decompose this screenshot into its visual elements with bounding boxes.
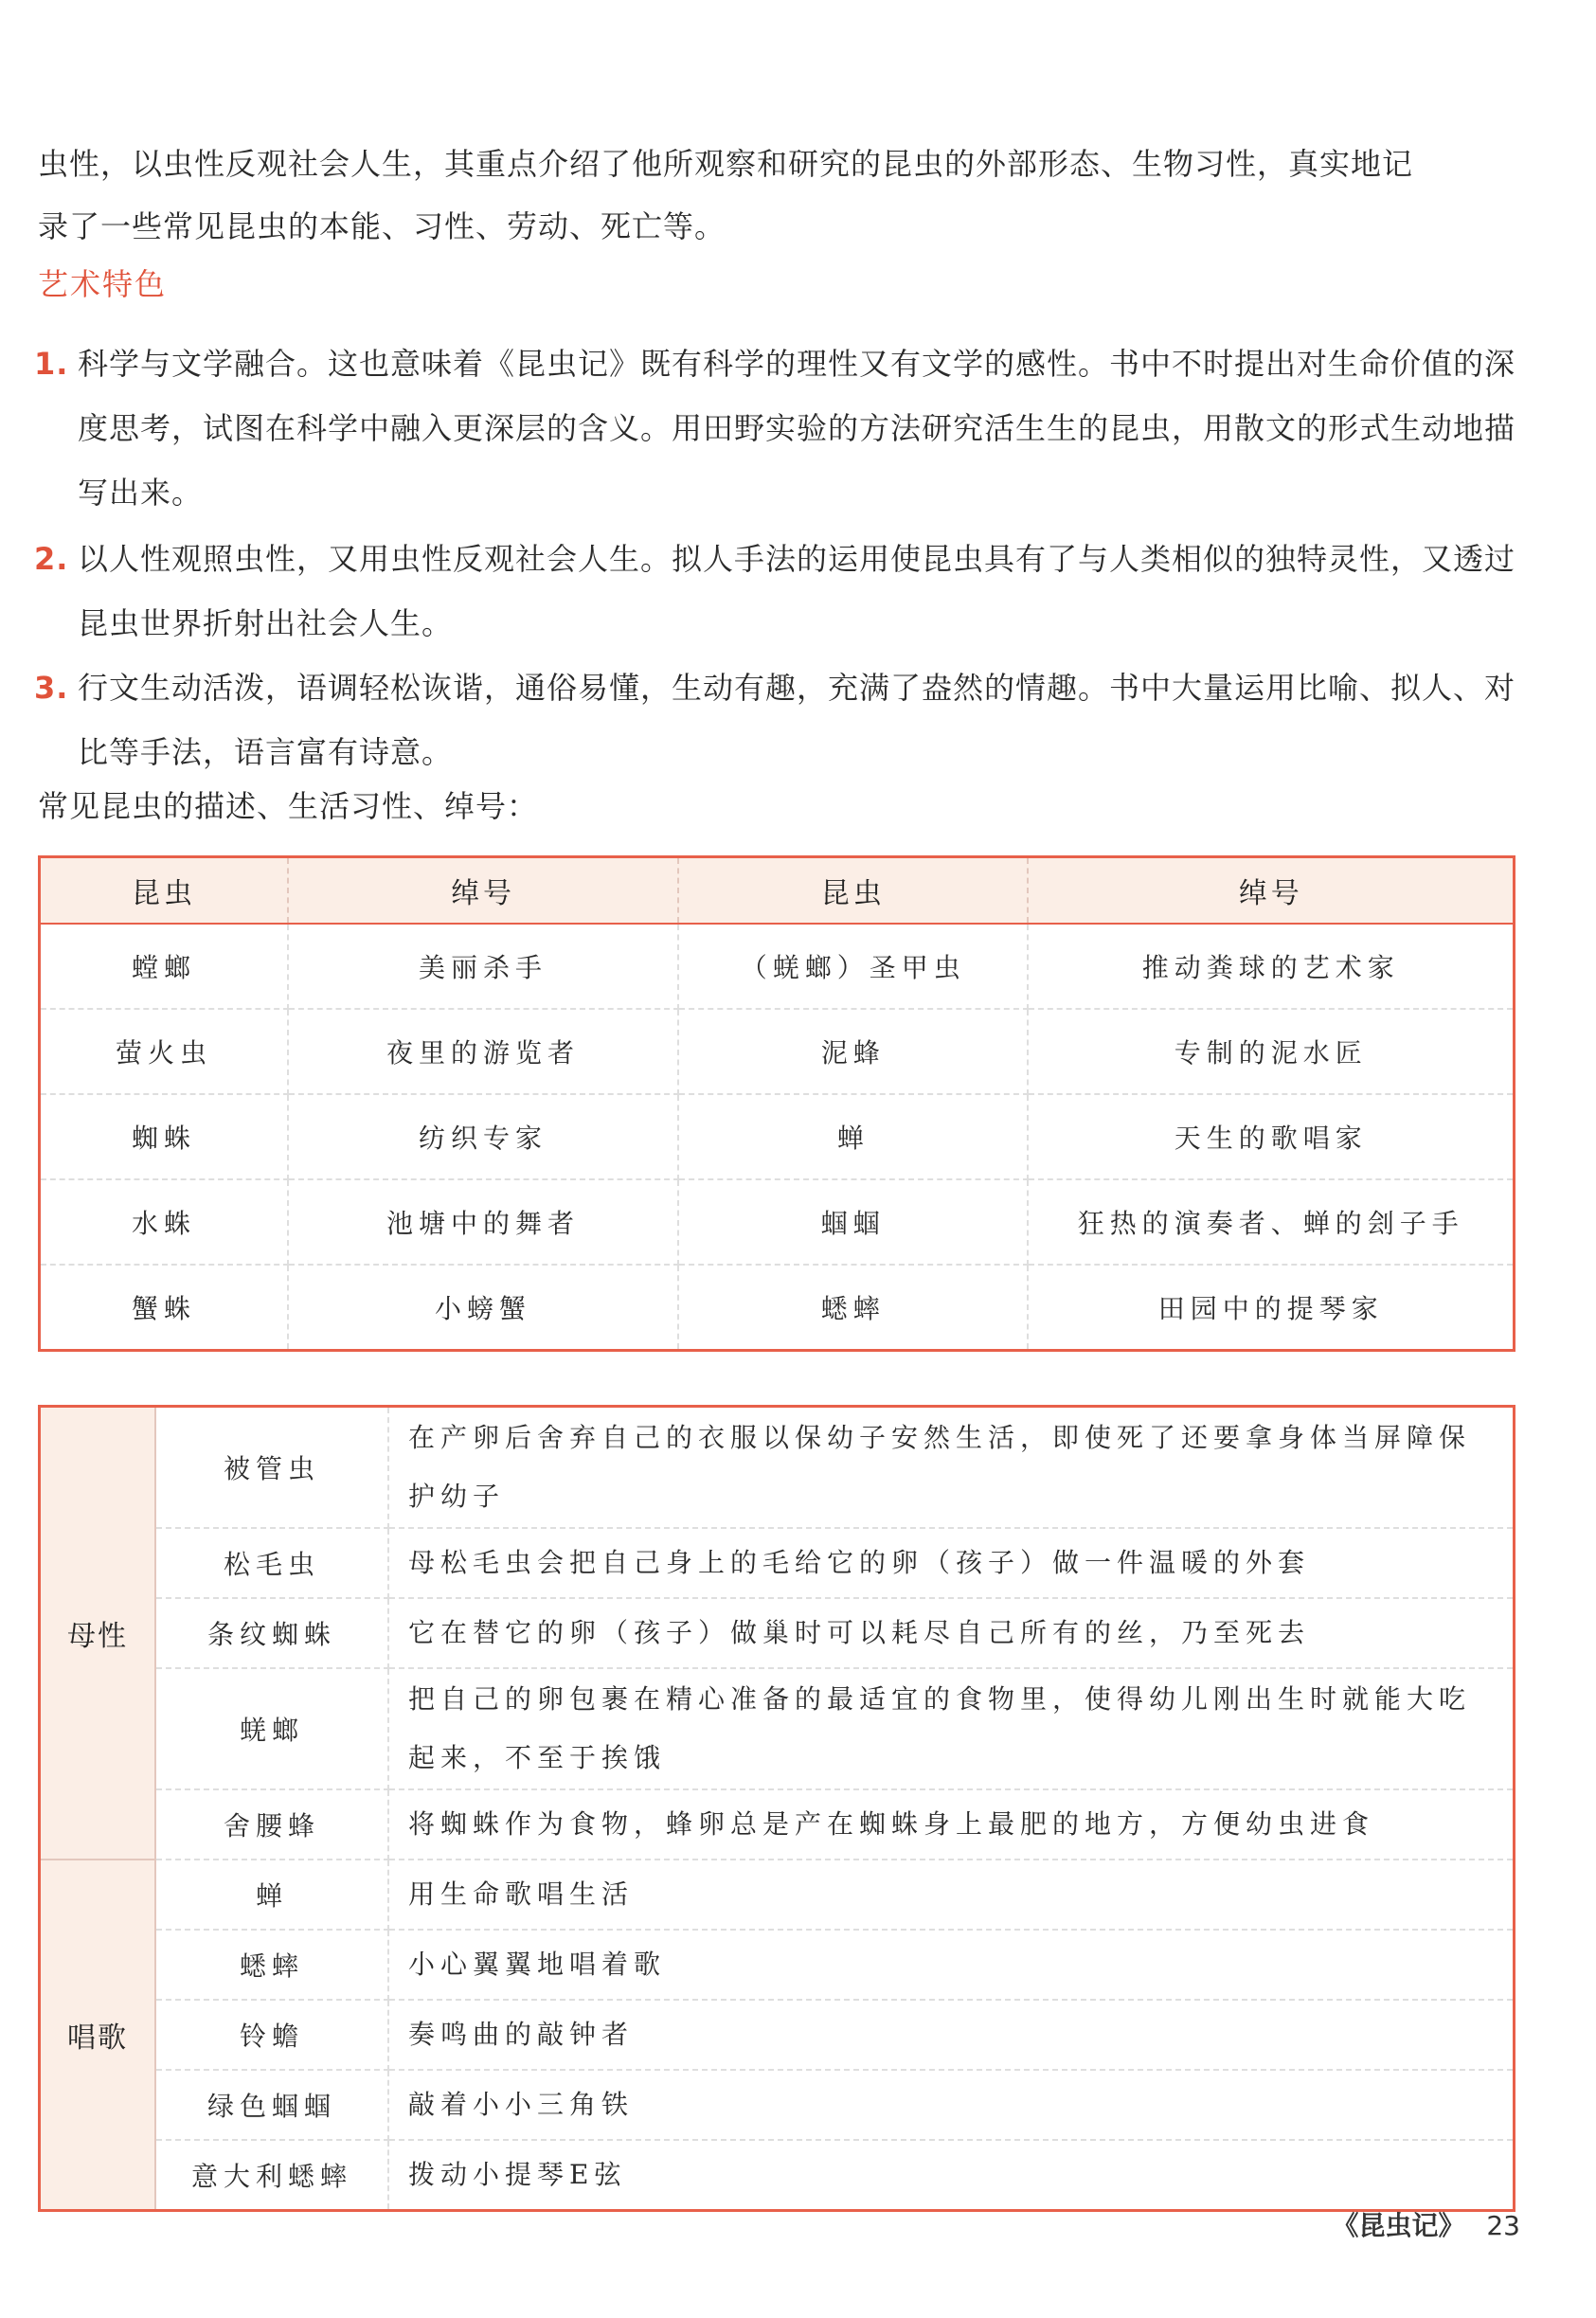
- table-row: [40, 1668, 1515, 1789]
- column-header: 绰号: [288, 857, 678, 925]
- insect-cell: 蜘蛛: [40, 1094, 288, 1179]
- nickname-cell: 狂热的演奏者、蝉的刽子手: [1028, 1179, 1514, 1265]
- table-row: [40, 1598, 1515, 1668]
- nickname-cell: 田园中的提琴家: [1157, 1293, 1384, 1324]
- description-cell: 在产卵后舍弃自己的衣服以保幼子安然生活，即使死了还要拿身体当屏障保护幼子: [388, 1407, 1515, 1529]
- insect-cell: 蟋蟀: [155, 1930, 388, 2000]
- table-row: [40, 2140, 1515, 2211]
- description-cell: 母松毛虫会把自己身上的毛给它的卵（孩子）做一件温暖的外套: [388, 1528, 1515, 1598]
- insect-cell: 螳螂: [40, 924, 288, 1009]
- description-cell: 用生命歌唱生活: [388, 1860, 1515, 1930]
- insect-cell: 绿色蝈蝈: [155, 2070, 388, 2140]
- nickname-cell: 推动粪球的艺术家: [1028, 924, 1514, 1009]
- insect-cell: 泥蜂: [678, 1009, 1028, 1094]
- table-row: [40, 1265, 1515, 1351]
- nickname-cell: 天生的歌唱家: [1028, 1094, 1514, 1179]
- table-row: [40, 1860, 1515, 1930]
- description-cell: 小心翼翼地唱着歌: [388, 1930, 1515, 2000]
- nickname-cell: 纺织专家: [288, 1094, 678, 1179]
- feature-text: 科学与文学融合。这也意味着《昆虫记》既有科学的理性又有文学的感性。书中不时提出对生命价值的深度思考，试图在科学中融入更深层的含义。用田野实验的方法研究活生生的昆虫，用散文的形式生动地描写出来。: [78, 346, 1516, 511]
- description-cell: 奏鸣曲的敲钟者: [388, 2000, 1515, 2070]
- insect-cell: 条纹蜘蛛: [155, 1598, 388, 1668]
- table-row: [40, 924, 1515, 1009]
- nickname-table: [38, 855, 1515, 1352]
- description-cell: 敲着小小三角铁: [388, 2070, 1515, 2140]
- insect-cell: 蝉: [678, 1094, 1028, 1179]
- category-cell: 母性: [40, 1407, 156, 1860]
- table-row: [40, 1528, 1515, 1598]
- insect-cell: 蟋蟀: [678, 1265, 1028, 1351]
- insect-cell: 蜣螂: [155, 1668, 388, 1789]
- insect-cell: 萤火虫: [40, 1009, 288, 1094]
- feature-item: [34, 332, 1521, 525]
- feature-text: 行文生动活泼，语调轻松诙谐，通俗易懂，生动有趣，充满了盎然的情趣。书中大量运用比喻、拟人、对比等手法，语言富有诗意。: [78, 670, 1516, 770]
- feature-item: [34, 527, 1521, 656]
- insect-cell: 蟹蛛: [40, 1265, 288, 1351]
- page-footer: [1332, 2205, 1520, 2243]
- insect-cell: 水蛛: [40, 1179, 288, 1265]
- table-row: [40, 1009, 1515, 1094]
- table-row: [40, 1930, 1515, 2000]
- table-intro: 常见昆虫的描述、生活习性、绰号：: [38, 788, 539, 824]
- feature-number: 1.: [34, 346, 69, 382]
- feature-item: [34, 656, 1521, 784]
- table-row: [40, 1789, 1515, 1860]
- description-cell: 将蜘蛛作为食物，蜂卵总是产在蜘蛛身上最肥的地方，方便幼虫进食: [388, 1789, 1515, 1860]
- table-row: [40, 2000, 1515, 2070]
- nickname-cell: 美丽杀手: [288, 924, 678, 1009]
- table-row: [40, 1407, 1515, 1529]
- feature-number: 2.: [34, 541, 69, 577]
- column-header: 绰号: [1028, 857, 1514, 925]
- insect-cell: 铃蟾: [155, 2000, 388, 2070]
- insect-cell: 被管虫: [155, 1407, 388, 1529]
- description-cell: 把自己的卵包裹在精心准备的最适宜的食物里，使得幼儿刚出生时就能大吃起来，不至于挨饿: [388, 1668, 1515, 1789]
- column-header: 昆虫: [678, 857, 1028, 925]
- table-header-row: [40, 857, 1515, 925]
- trait-table: [38, 1405, 1515, 2212]
- intro-line: 虫性，以虫性反观社会人生，其重点介绍了他所观察和研究的昆虫的外部形态、生物习性，真实地记: [38, 146, 1414, 182]
- category-cell: 唱歌: [40, 1860, 156, 2211]
- description-cell: 拨动小提琴E弦: [408, 2159, 627, 2190]
- feature-text: 以人性观照虫性，又用虫性反观社会人生。拟人手法的运用使昆虫具有了与人类相似的独特灵性，又透过昆虫世界折射出社会人生。: [78, 541, 1516, 641]
- insect-cell: 意大利蟋蟀: [155, 2140, 388, 2211]
- nickname-cell: 小螃蟹: [288, 1265, 678, 1351]
- table-row: [40, 1094, 1515, 1179]
- book-title: 《昆虫记》: [1332, 2210, 1465, 2241]
- nickname-cell: 池塘中的舞者: [288, 1179, 678, 1265]
- nickname-cell: 专制的泥水匠: [1028, 1009, 1514, 1094]
- feature-number: 3.: [34, 670, 69, 706]
- page-number: 23: [1486, 2210, 1520, 2241]
- section-title: 艺术特色: [38, 266, 168, 302]
- table-row: [40, 2070, 1515, 2140]
- table-row: [40, 1179, 1515, 1265]
- description-cell: 它在替它的卵（孩子）做巢时可以耗尽自己所有的丝，乃至死去: [388, 1598, 1515, 1668]
- column-header: 昆虫: [40, 857, 288, 925]
- insect-cell: 舍腰蜂: [155, 1789, 388, 1860]
- insect-cell: 蝈蝈: [678, 1179, 1028, 1265]
- intro-line: 录了一些常见昆虫的本能、习性、劳动、死亡等。: [38, 208, 726, 244]
- insect-cell: （蜣螂）圣甲虫: [678, 924, 1028, 1009]
- insect-cell: 蝉: [155, 1860, 388, 1930]
- insect-cell: 松毛虫: [155, 1528, 388, 1598]
- intro-paragraph: [38, 133, 1515, 258]
- nickname-cell: 夜里的游览者: [288, 1009, 678, 1094]
